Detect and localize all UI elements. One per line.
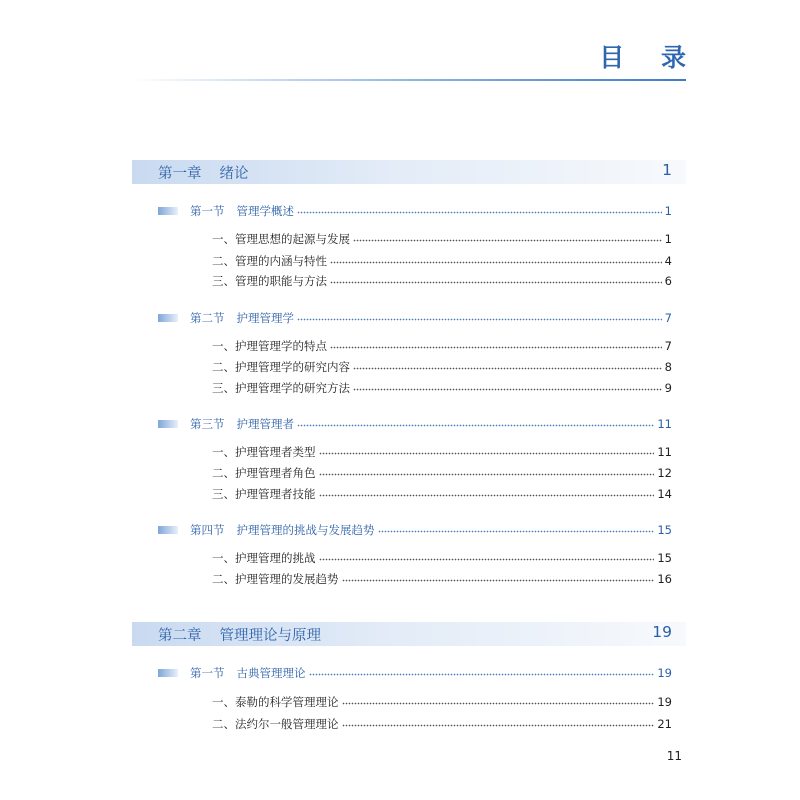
item-title: 二、护理管理者角色 — [212, 466, 316, 480]
section-page: 7 — [664, 311, 672, 325]
item-title: 二、护理管理的发展趋势 — [212, 572, 339, 586]
leader-dots — [319, 469, 655, 477]
chapter-page: 1 — [662, 161, 672, 179]
chapter-label: 第二章 — [158, 628, 202, 644]
toc-item[interactable] — [212, 380, 672, 396]
section-label: 第四节 — [190, 523, 225, 537]
chapter-title: 管理理论与原理 — [219, 628, 321, 644]
section-label: 第一节 — [190, 666, 225, 680]
section-label: 第三节 — [190, 417, 225, 431]
section-title: 护理管理学 — [236, 311, 294, 325]
leader-dots — [297, 207, 662, 215]
section-marker — [158, 314, 178, 322]
leader-dots — [342, 720, 655, 728]
leader-dots — [353, 363, 662, 371]
item-page: 4 — [664, 254, 672, 268]
toc-section-1-4[interactable] — [158, 522, 672, 538]
item-page: 21 — [657, 717, 672, 731]
item-page: 11 — [657, 445, 672, 459]
section-page: 15 — [657, 523, 672, 537]
section-marker — [158, 669, 178, 677]
section-page: 1 — [664, 204, 672, 218]
item-page: 1 — [664, 232, 672, 246]
leader-dots — [309, 669, 655, 677]
leader-dots — [353, 384, 662, 392]
item-page: 16 — [657, 572, 672, 586]
item-title: 一、泰勒的科学管理理论 — [212, 695, 339, 709]
section-title: 护理管理的挑战与发展趋势 — [236, 523, 375, 537]
chapter-label: 第一章 — [158, 166, 202, 182]
leader-dots — [297, 314, 662, 322]
leader-dots — [353, 235, 662, 243]
toc-item[interactable] — [212, 694, 672, 710]
toc-section-1-1[interactable] — [158, 203, 672, 219]
item-page: 7 — [664, 339, 672, 353]
item-title: 二、法约尔一般管理理论 — [212, 717, 339, 731]
leader-dots — [319, 554, 655, 562]
section-title: 管理学概述 — [236, 204, 294, 218]
title-divider — [130, 79, 686, 81]
item-title: 三、管理的职能与方法 — [212, 274, 327, 288]
chapter-title: 绪论 — [219, 166, 249, 182]
toc-item[interactable] — [212, 273, 672, 289]
leader-dots — [319, 448, 655, 456]
item-page: 15 — [657, 551, 672, 565]
toc-chapter-2[interactable] — [132, 622, 686, 646]
leader-dots — [330, 342, 662, 350]
leader-dots — [330, 277, 662, 285]
section-label: 第二节 — [190, 311, 225, 325]
toc-section-2-1[interactable] — [158, 665, 672, 681]
toc-item[interactable] — [212, 465, 672, 481]
leader-dots — [330, 257, 662, 265]
section-page: 11 — [657, 417, 672, 431]
section-marker — [158, 420, 178, 428]
item-page: 9 — [664, 381, 672, 395]
section-page: 19 — [657, 666, 672, 680]
section-marker — [158, 207, 178, 215]
toc-item[interactable] — [212, 486, 672, 502]
item-page: 6 — [664, 274, 672, 288]
item-title: 二、护理管理学的研究内容 — [212, 360, 350, 374]
section-label: 第一节 — [190, 204, 225, 218]
toc-item[interactable] — [212, 444, 672, 460]
item-page: 19 — [657, 695, 672, 709]
toc-item[interactable] — [212, 359, 672, 375]
toc-section-1-2[interactable] — [158, 310, 672, 326]
leader-dots — [342, 575, 655, 583]
item-title: 一、护理管理的挑战 — [212, 551, 316, 565]
section-marker — [158, 526, 178, 534]
item-page: 12 — [657, 466, 672, 480]
item-title: 一、护理管理者类型 — [212, 445, 316, 459]
toc-item[interactable] — [212, 716, 672, 732]
chapter-page: 19 — [652, 623, 672, 641]
toc-item[interactable] — [212, 253, 672, 269]
section-title: 古典管理理论 — [236, 666, 306, 680]
item-title: 一、管理思想的起源与发展 — [212, 232, 350, 246]
toc-item[interactable] — [212, 571, 672, 587]
toc-chapter-1[interactable] — [132, 160, 686, 184]
item-title: 一、护理管理学的特点 — [212, 339, 327, 353]
section-title: 护理管理者 — [236, 417, 294, 431]
item-page: 14 — [657, 487, 672, 501]
page-number: 11 — [666, 749, 682, 763]
item-title: 三、护理管理学的研究方法 — [212, 381, 350, 395]
leader-dots — [319, 490, 655, 498]
leader-dots — [297, 420, 654, 428]
toc-item[interactable] — [212, 231, 672, 247]
item-title: 二、管理的内涵与特性 — [212, 254, 327, 268]
item-title: 三、护理管理者技能 — [212, 487, 316, 501]
leader-dots — [342, 698, 655, 706]
toc-item[interactable] — [212, 338, 672, 354]
page-title: 目 录 — [599, 43, 700, 72]
toc-section-1-3[interactable] — [158, 416, 672, 432]
item-page: 8 — [664, 360, 672, 374]
leader-dots — [378, 526, 655, 534]
toc-item[interactable] — [212, 550, 672, 566]
